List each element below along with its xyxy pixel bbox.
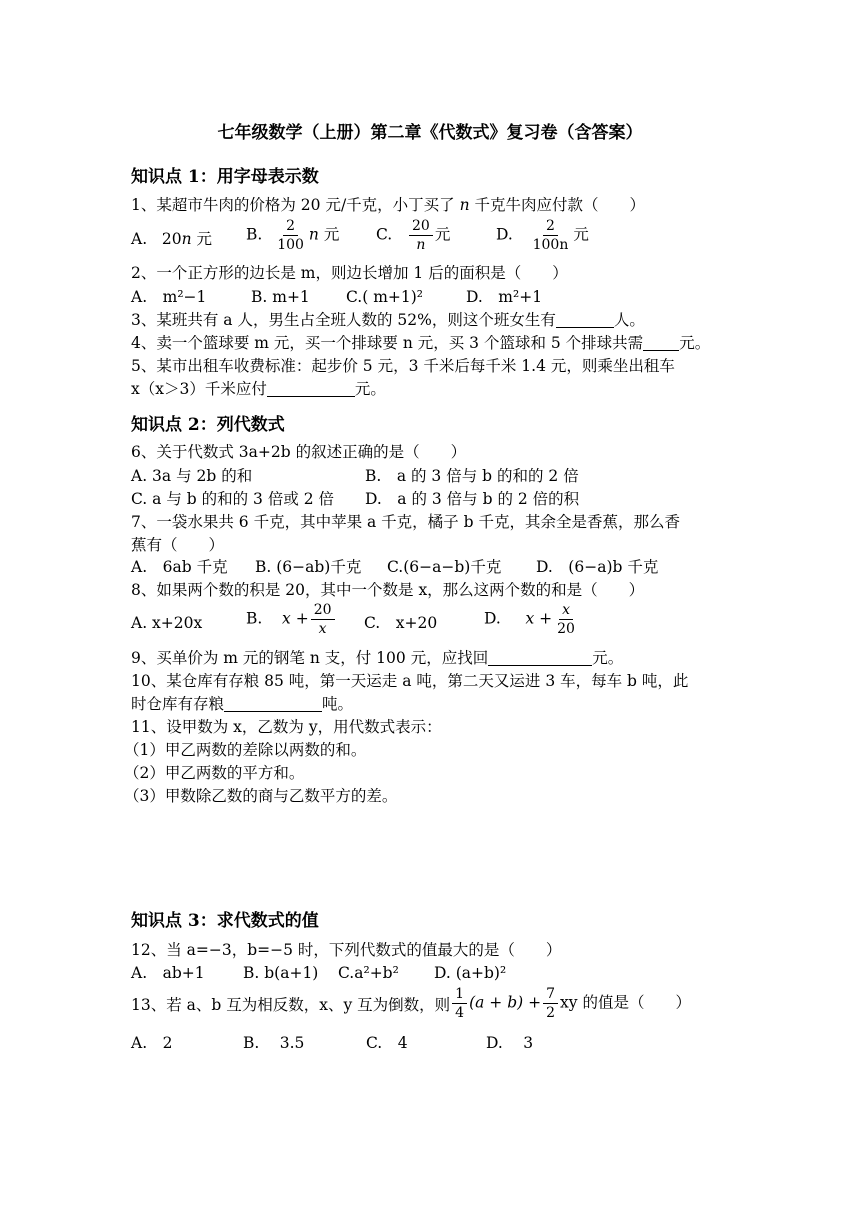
q5-answer-blank[interactable] <box>267 380 355 397</box>
q1-option-d <box>496 218 589 253</box>
q8-option-d <box>484 602 580 637</box>
q8-b-num: 20 <box>311 602 335 620</box>
q8-option-a: A. x+20x <box>131 614 203 632</box>
q13-option-a: A. 2 <box>131 1034 173 1052</box>
question-9 <box>131 648 623 668</box>
q7-option-d: D. (6−a)b 千克 <box>536 558 659 576</box>
q1-stem-b: 千克牛肉应付款（ ） <box>469 196 646 214</box>
q1-a-label: A. <box>131 230 148 248</box>
question-6: 6、关于代数式 3a+2b 的叙述正确的是（ ） <box>131 443 467 461</box>
q2-options <box>131 287 691 307</box>
q13-stem-a: 13、若 a、b 互为相反数，x、y 互为倒数，则 <box>131 995 451 1014</box>
q1-option-b <box>246 218 339 253</box>
q13-f2-den: 2 <box>546 1005 556 1021</box>
q8-option-c: C. x+20 <box>364 614 438 632</box>
q1-d-unit: 元 <box>573 225 589 244</box>
q1-c-num: 20 <box>409 218 433 236</box>
question-10-line-1: 10、某仓库有存粮 85 吨，第一天运走 a 吨，第二天又运进 3 车，每车 b 吨，此 <box>131 672 689 690</box>
q3-stem-a: 3、某班共有 a 人，男生占全班人数的 52%，则这个班女生有 <box>131 311 556 329</box>
q8-d-den: 20 <box>557 621 575 637</box>
q1-b-unit: 元 <box>318 225 340 244</box>
question-7-line-2: 蕉有（ ） <box>131 536 225 554</box>
q4-stem-b: 元。 <box>679 334 711 352</box>
q7-option-c: C.(6−a−b)千克 <box>387 558 502 576</box>
section-heading-2: 知识点 2：列代数式 <box>131 415 285 435</box>
question-11: 11、设甲数为 x，乙数为 y，用代数式表示： <box>131 718 442 736</box>
q13-tail: xy 的值是（ ） <box>560 993 691 1012</box>
q3-stem-b: 人。 <box>613 311 645 329</box>
q13-options <box>131 1033 691 1053</box>
q1-d-fraction <box>530 218 572 253</box>
q8-options <box>131 602 691 644</box>
q1-d-num: 2 <box>543 218 558 236</box>
q13-option-b: B. 3.5 <box>243 1034 305 1052</box>
q1-b-label: B. <box>246 225 263 244</box>
question-8: 8、如果两个数的积是 20，其中一个数是 x，那么这两个数的和是（ ） <box>131 581 645 599</box>
q13-f1-den: 4 <box>455 1005 465 1021</box>
q1-b-num: 2 <box>283 218 298 236</box>
q13-middle: (a + b) + <box>469 993 542 1012</box>
q2-option-c: C.( m+1)² <box>346 288 424 306</box>
q8-d-fraction <box>554 602 578 637</box>
q6-option-b: B. a 的 3 倍与 b 的和的 2 倍 <box>365 467 579 485</box>
q11-part-3: （3）甲数除乙数的商与乙数平方的差。 <box>124 787 398 805</box>
q11-part-1: （1）甲乙两数的差除以两数的和。 <box>124 741 367 759</box>
page-title: 七年级数学（上册）第二章《代数式》复习卷（含答案） <box>217 123 643 143</box>
q1-b-den: 100 <box>277 237 304 253</box>
q13-f1-num: 1 <box>452 986 467 1004</box>
q12-option-a: A. ab+1 <box>131 964 205 982</box>
q2-option-d: D. m²+1 <box>466 288 543 306</box>
q4-answer-blank[interactable] <box>643 334 679 351</box>
q8-option-b <box>246 602 337 637</box>
q1-d-den: 100n <box>532 237 569 253</box>
q1-c-unit: 元 <box>434 225 451 244</box>
q7-option-b: B. (6−ab)千克 <box>255 558 362 576</box>
question-5-line-2 <box>131 379 386 399</box>
question-3 <box>131 310 645 330</box>
q1-c-label: C. <box>376 225 393 244</box>
q1-option-c <box>376 218 450 253</box>
q12-option-b: B. b(a+1) <box>243 964 319 982</box>
q1-d-label: D. <box>496 225 513 244</box>
section-heading-1: 知识点 1：用字母表示数 <box>131 167 319 187</box>
q1-c-den: n <box>416 237 426 253</box>
q1-b-var: n <box>308 225 319 244</box>
q10-stem-a: 时仓库有存粮 <box>131 695 225 713</box>
q9-answer-blank[interactable] <box>488 649 592 666</box>
q5-stem-a: x（x＞3）千米应付 <box>131 380 267 398</box>
q12-options <box>131 963 691 983</box>
question-12: 12、当 a=−3，b=−5 时，下列代数式的值最大的是（ ） <box>131 941 562 959</box>
q1-a-text: 20 <box>161 230 182 248</box>
q6-options-row-2 <box>131 489 691 509</box>
q10-stem-b: 吨。 <box>322 695 354 713</box>
q13-fraction-1 <box>452 986 467 1021</box>
question-2: 2、一个正方形的边长是 m，则边长增加 1 后的面积是（ ） <box>131 264 568 282</box>
q10-answer-blank[interactable] <box>224 695 322 712</box>
q8-b-den: x <box>318 621 327 637</box>
q1-c-fraction <box>409 218 433 253</box>
q8-b-pre: x + <box>282 609 309 628</box>
q13-option-d: D. 3 <box>486 1034 534 1052</box>
q8-d-pre: x + <box>525 609 553 628</box>
q13-fraction-2 <box>543 986 558 1021</box>
q6-option-c: C. a 与 b 的和的 3 倍或 2 倍 <box>131 490 335 508</box>
q7-option-a: A. 6ab 千克 <box>131 558 228 576</box>
q12-option-c: C.a²+b² <box>338 964 399 982</box>
q13-option-c: C. 4 <box>366 1034 408 1052</box>
q13-f2-num: 7 <box>543 986 558 1004</box>
question-13 <box>131 986 691 1028</box>
q1-stem-a: 1、某超市牛肉的价格为 20 元/千克，小丁买了 <box>131 196 460 214</box>
q1-option-a <box>131 229 212 249</box>
section-heading-3: 知识点 3：求代数式的值 <box>131 911 319 931</box>
q2-option-a: A. m²−1 <box>131 288 207 306</box>
q7-options <box>131 557 691 577</box>
q6-option-d: D. a 的 3 倍与 b 的 2 倍的积 <box>365 490 580 508</box>
q8-d-num: x <box>559 602 573 620</box>
q8-d-label: D. <box>484 609 501 628</box>
q3-answer-blank[interactable] <box>556 311 614 328</box>
q6-option-a: A. 3a 与 2b 的和 <box>131 467 253 485</box>
q8-b-fraction <box>311 602 335 637</box>
q5-stem-b: 元。 <box>354 380 386 398</box>
q8-b-label: B. <box>246 609 263 628</box>
q1-b-fraction <box>274 218 307 253</box>
q1-a-unit: 元 <box>191 230 213 248</box>
question-10-line-2 <box>131 694 353 714</box>
question-7-line-1: 7、一袋水果共 6 千克，其中苹果 a 千克，橘子 b 千克，其余全是香蕉，那么香 <box>131 513 680 531</box>
q9-stem-a: 9、买单价为 m 元的钢笔 n 支，付 100 元，应找回 <box>131 649 489 667</box>
q2-option-b: B. m+1 <box>251 288 310 306</box>
question-5-line-1: 5、某市出租车收费标准：起步价 5 元，3 千米后每千米 1.4 元，则乘坐出租车 <box>131 357 675 375</box>
question-1 <box>131 195 645 215</box>
q9-stem-b: 元。 <box>592 649 624 667</box>
q11-part-2: （2）甲乙两数的平方和。 <box>124 764 305 782</box>
q1-a-var: n <box>181 230 192 248</box>
q6-options-row-1 <box>131 466 691 486</box>
q12-option-d: D. (a+b)² <box>434 964 507 982</box>
q1-stem-var: n <box>459 196 470 214</box>
q4-stem-a: 4、卖一个篮球要 m 元，买一个排球要 n 元，买 3 个篮球和 5 个排球共需 <box>131 334 644 352</box>
question-4 <box>131 333 710 353</box>
